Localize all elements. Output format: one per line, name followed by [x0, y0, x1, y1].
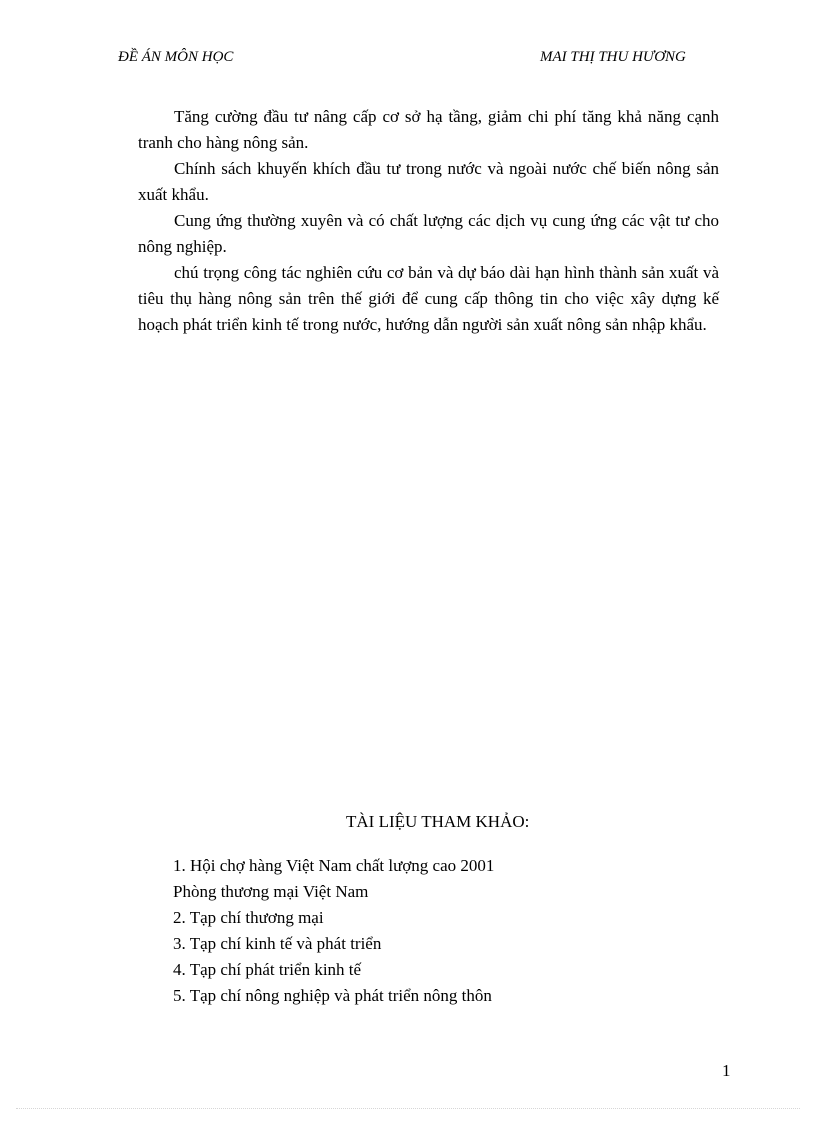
reference-item: 4. Tạp chí phát triển kinh tế: [173, 960, 362, 979]
paragraph-supply-services: Cung ứng thường xuyên và có chất lượng các dịch vụ cung ứng các vật tư cho nông nghiệp.: [138, 211, 719, 256]
reference-item: 5. Tạp chí nông nghiệp và phát triển nông thôn: [173, 986, 492, 1005]
reference-item: Phòng thương mại Việt Nam: [173, 882, 369, 901]
reference-item: 3. Tạp chí kinh tế và phát triển: [173, 934, 382, 953]
body-text: [138, 104, 719, 338]
paragraph-investment-policy: Chính sách khuyến khích đầu tư trong nước và ngoài nước chế biến nông sản xuất khẩu.: [138, 159, 719, 204]
reference-item: 1. Hội chợ hàng Việt Nam chất lượng cao 2001: [173, 856, 495, 875]
header-author-name: MAI THỊ THU HƯƠNG: [540, 49, 686, 65]
references-title: TÀI LIỆU THAM KHẢO:: [346, 812, 530, 831]
reference-item: 2. Tạp chí thương mại: [173, 908, 324, 927]
paragraph-research-forecast: chú trọng công tác nghiên cứu cơ bản và dự báo dài hạn hình thành sản xuất và tiêu thụ hàng nông sản trên thế giới để cung cấp thông tin cho việc xây dựng kế hoạch phát triển kinh tế trong nước, hướng dẫn người sản xuất nông sản nhập khẩu.: [138, 263, 719, 334]
page-bottom-divider: [16, 1108, 800, 1109]
header-course-title: ĐỀ ÁN MÔN HỌC: [118, 49, 234, 65]
paragraph-infrastructure: Tăng cường đầu tư nâng cấp cơ sở hạ tầng, giảm chi phí tăng khả năng cạnh tranh cho hàng nông sản.: [138, 107, 719, 152]
page-number: 1: [722, 1061, 731, 1080]
references-list: [173, 853, 494, 1009]
